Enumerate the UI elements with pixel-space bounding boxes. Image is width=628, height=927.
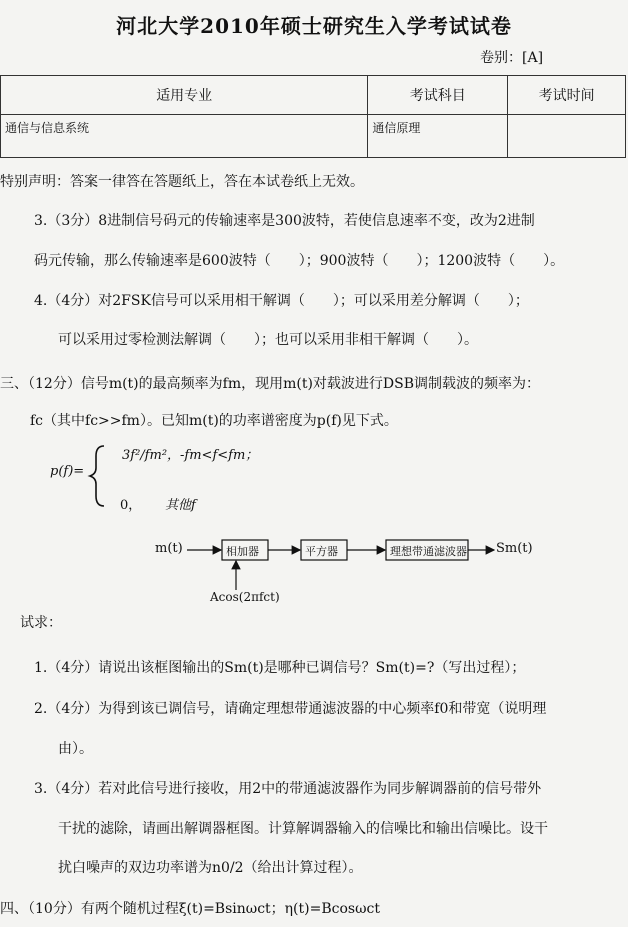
- header-time: 考试时间: [508, 76, 626, 115]
- cell-subject: 通信原理: [368, 115, 508, 158]
- shiqiu-label: 试求：: [20, 615, 62, 631]
- cell-major: 通信与信息系统: [1, 115, 368, 158]
- pf-case1: 3f²/fm²，-fm<f<fm；: [122, 448, 259, 463]
- q4-line2: 可以采用过零检测法解调（ ）；也可以采用非相干解调（ ）。: [58, 332, 478, 348]
- squarer-label: 平方器: [305, 545, 338, 558]
- sec4-line: 四、（10分）有两个随机过程ξ(t)=Bsinωct；η(t)=Bcosωct: [0, 901, 380, 917]
- diagram-output-label: Sm(t): [496, 541, 533, 556]
- sub3-line3: 扰白噪声的双边功率谱为n0/2（给出计算过程）。: [58, 860, 363, 876]
- sec3-line1: 三、（12分）信号m(t)的最高频率为fm，现用m(t)对载波进行DSB调制载波的频率为：: [0, 376, 541, 392]
- pf-label: p(f)=: [50, 464, 85, 479]
- sub3-line1: 3.（4分）若对此信号进行接收，用2中的带通滤波器作为同步解调器前的信号带外: [34, 781, 542, 797]
- carrier-label: Acos(2πfct): [210, 590, 280, 604]
- q4-line1: 4.（4分）对2FSK信号可以采用相干解调（ ）；可以采用差分解调（ ）；: [34, 293, 529, 309]
- sub3-line2: 干扰的滤除，请画出解调器框图。计算解调器输入的信噪比和输出信噪比。设干: [58, 821, 548, 837]
- adder-label: 相加器: [226, 545, 259, 558]
- q3-line2: 码元传输，那么传输速率是600波特（ ）；900波特（ ）；1200波特（ ）。: [34, 253, 565, 269]
- pf-case2-value: 0，: [120, 498, 142, 513]
- notice-text: 特别声明：答案一律答在答题纸上，答在本试卷纸上无效。: [0, 174, 364, 190]
- header-subject: 考试科目: [368, 76, 508, 115]
- exam-title: 河北大学2010年硕士研究生入学考试试卷: [116, 14, 512, 38]
- diagram-input-label: m(t): [155, 541, 183, 556]
- sec3-line2: fc（其中fc>>fm）。已知m(t)的功率谱密度为p(f)见下式。: [30, 413, 398, 429]
- sub2-line2: 由）。: [58, 741, 93, 757]
- q3-line1: 3.（3分）8进制信号码元的传输速率是300波特，若使信息速率不变，改为2进制: [34, 213, 535, 229]
- pf-case2-condition: 其他f: [165, 498, 196, 513]
- filter-label: 理想带通滤波器: [390, 545, 467, 558]
- paper-version-label: 卷别：[A]: [480, 50, 544, 66]
- header-major: 适用专业: [1, 76, 368, 115]
- sub2-line1: 2.（4分）为得到该已调信号，请确定理想带通滤波器的中心频率f0和带宽（说明理: [34, 701, 547, 717]
- sub1-line: 1.（4分）请说出该框图输出的Sm(t)是哪种已调信号？Sm(t)=?（写出过程）；: [34, 660, 526, 676]
